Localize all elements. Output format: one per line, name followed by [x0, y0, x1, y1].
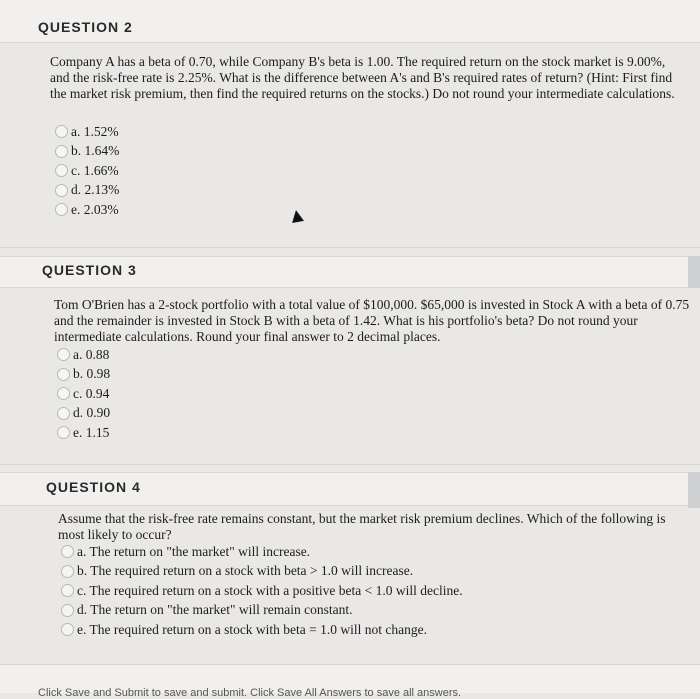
question-2-options — [55, 122, 119, 220]
option-label: d. 2.13% — [71, 182, 120, 198]
question-2-option-d[interactable] — [55, 181, 119, 201]
question-3-options — [57, 345, 110, 443]
mouse-cursor-icon — [290, 209, 304, 223]
scrollbar[interactable] — [688, 256, 700, 288]
question-4-option-d[interactable] — [61, 601, 463, 621]
question-4-option-a[interactable] — [61, 542, 463, 562]
option-label: e. 1.15 — [73, 424, 110, 440]
footer-instructions: Click Save and Submit to save and submit. Click Save All Answers to save all answers. — [38, 687, 462, 699]
radio-button[interactable] — [57, 368, 70, 381]
question-2-option-e[interactable] — [55, 200, 119, 220]
divider — [0, 464, 700, 465]
option-label: d. The return on "the market" will remain constant. — [77, 602, 353, 618]
radio-button[interactable] — [55, 203, 68, 216]
question-3-option-b[interactable] — [57, 365, 110, 385]
option-label: c. 0.94 — [73, 385, 110, 401]
option-label: e. 2.03% — [71, 201, 119, 217]
radio-button[interactable] — [57, 348, 70, 361]
radio-button[interactable] — [61, 604, 74, 617]
question-4-text: Assume that the risk-free rate remains constant, but the market risk premium declines. Which of the following is most likely to occur? — [58, 511, 666, 542]
radio-button[interactable] — [57, 387, 70, 400]
question-3-option-c[interactable] — [57, 384, 110, 404]
question-2-text: Company A has a beta of 0.70, while Company B's beta is 1.00. The required return on the stock market is 9.00%, and the risk-free rate is 2.25%. What is the difference between A's and B's required rates of return? (Hint: First find the market risk premium, then find the required returns on the stocks.) Do not round your intermediate calculations. — [50, 54, 675, 101]
option-label: a. 1.52% — [71, 123, 119, 139]
radio-button[interactable] — [61, 565, 74, 578]
option-label: a. 0.88 — [73, 346, 110, 362]
question-4-title: QUESTION 4 — [46, 479, 141, 495]
option-label: b. The required return on a stock with beta > 1.0 will increase. — [77, 563, 414, 579]
option-label: b. 1.64% — [71, 143, 120, 159]
radio-button[interactable] — [57, 407, 70, 420]
radio-button[interactable] — [61, 545, 74, 558]
option-label: e. The required return on a stock with beta = 1.0 will not change. — [77, 621, 428, 637]
question-4-options — [61, 542, 463, 640]
question-4-option-c[interactable] — [61, 581, 463, 601]
radio-button[interactable] — [61, 584, 74, 597]
radio-button[interactable] — [55, 164, 68, 177]
footer-bar — [0, 664, 700, 699]
question-4-option-e[interactable] — [61, 620, 463, 640]
question-2-option-c[interactable] — [55, 161, 119, 181]
radio-button[interactable] — [55, 184, 68, 197]
question-3-option-a[interactable] — [57, 345, 110, 365]
question-3-text: Tom O'Brien has a 2-stock portfolio with a total value of $100,000. $65,000 is invested in Stock A with a beta of 0.75 and the remainder is invested in Stock B with a beta of 1.42. What is his portfolio's beta? Do not round your intermediate calculations. Round your final answer to 2 decimal places. — [54, 297, 690, 344]
question-3-option-e[interactable] — [57, 423, 110, 443]
option-label: a. The return on "the market" will increase. — [77, 543, 311, 559]
question-2-option-b[interactable] — [55, 142, 119, 162]
question-3-title: QUESTION 3 — [42, 262, 137, 278]
question-2-title: QUESTION 2 — [38, 19, 133, 35]
question-4-option-b[interactable] — [61, 562, 463, 582]
option-label: b. 0.98 — [73, 366, 111, 382]
question-2-option-a[interactable] — [55, 122, 119, 142]
option-label: d. 0.90 — [73, 405, 111, 421]
radio-button[interactable] — [61, 623, 74, 636]
question-3-option-d[interactable] — [57, 404, 110, 424]
scrollbar[interactable] — [688, 472, 700, 508]
radio-button[interactable] — [57, 426, 70, 439]
divider — [0, 247, 700, 248]
radio-button[interactable] — [55, 125, 68, 138]
option-label: c. The required return on a stock with a positive beta < 1.0 will decline. — [77, 582, 463, 598]
option-label: c. 1.66% — [71, 162, 119, 178]
radio-button[interactable] — [55, 145, 68, 158]
